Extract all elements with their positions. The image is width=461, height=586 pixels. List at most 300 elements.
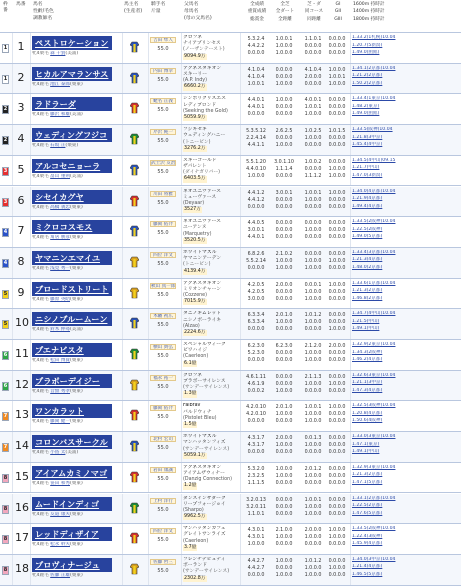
trainer-link[interactable]: 浅見 秀一 (50, 265, 71, 271)
best-time-1400[interactable]: 1.22.5(2阪神) (352, 226, 383, 232)
frame-badge: 1 (3, 45, 8, 51)
record-all: 5.3.2.0 (247, 466, 265, 472)
record-g1: 0.0.0.0 (328, 558, 346, 564)
header-horse-l1: 馬名 (33, 2, 43, 7)
horse-name-link[interactable]: ラドラーダ (32, 97, 112, 111)
table-row (0, 248, 461, 279)
record-g3: 0.0.0.0 (328, 358, 346, 363)
jockey-link[interactable]: 秋山 真一郎 (151, 283, 176, 289)
total-earnings: 6403.5万 (184, 176, 206, 182)
horse-name-link[interactable]: ニシノブルームーン (32, 312, 112, 326)
best-time-1800[interactable]: 1.45.4(4中京) (352, 142, 383, 148)
silk-band (133, 167, 135, 175)
divider (350, 309, 351, 339)
jockey-link[interactable]: 岩田 康誠 (150, 467, 176, 473)
jockey-silk-icon (130, 563, 139, 575)
divider (12, 309, 13, 339)
divider (148, 187, 149, 217)
record-graded: 4.6.1.9 (247, 381, 265, 387)
record-turf: 2.1.0.2 (275, 251, 293, 257)
trainer-link[interactable]: 松永 幹夫 (50, 542, 71, 548)
horse-name-link[interactable]: アイアムカミノマゴ (32, 466, 112, 480)
sire-name: マンハッタンカフェ (183, 526, 226, 532)
jockey-link[interactable]: 北村 宏司 (150, 436, 176, 442)
record-turf: 6.2.3.0 (275, 344, 293, 349)
total-earnings: 1.3億 (184, 391, 197, 397)
divider (30, 555, 31, 585)
best-time-1400[interactable]: 1.21.4(4京都) (352, 564, 383, 570)
pedigree (183, 281, 235, 306)
horse-meta (32, 82, 118, 88)
best-time-1400[interactable]: 1.21.3(4京都) (352, 257, 383, 263)
divider (240, 156, 241, 186)
record-graded: 5.2.3.0 (247, 351, 265, 356)
dam-sire-name: (Alzao) (183, 323, 200, 329)
best-time-1800[interactable]: 1.50.2(2京都) (352, 80, 383, 86)
dam-sire-name: (Caerleon) (183, 538, 209, 544)
divider (122, 494, 123, 524)
record-g3: 0.0.0.0 (328, 511, 346, 517)
best-time-1600[interactable]: 1.33.4(1東京)10.04 (352, 96, 396, 102)
divider (350, 524, 351, 554)
record-dirt: 0.0.0.0 (275, 136, 293, 142)
record-course: 1.0.0.0 (304, 412, 322, 418)
jockey-link[interactable]: 武士沢 友治 (151, 160, 176, 166)
horse-name-link[interactable]: ムードインディゴ (32, 497, 112, 511)
record-distance: 0.0.0.0 (275, 542, 293, 548)
record-turf: 1.0.0.0 (275, 558, 293, 564)
record-g3: 0.0.0.0 (328, 51, 346, 56)
record-course: 2.0.0.0 (304, 74, 322, 80)
horse-name-link[interactable]: ウェディングフジコ (32, 128, 112, 142)
divider (148, 156, 149, 186)
jockey-link[interactable]: 藤岡 佑介 (150, 405, 176, 411)
horse-number: 15 (15, 469, 29, 483)
best-time-1800[interactable]: 1.47.6(5京都) (352, 510, 383, 516)
pedigree (183, 189, 235, 214)
jockey-link[interactable]: 佐藤 哲三 (150, 559, 176, 565)
header-jockey-l1: 騎手名 (151, 2, 166, 7)
divider (30, 463, 31, 493)
best-time-1600[interactable]: 1.32.9(2東京)10.04 (352, 342, 396, 347)
trainer-link[interactable]: 池江 泰郎 (50, 81, 71, 87)
divider (12, 64, 13, 94)
best-time-1600[interactable]: 1.33.6(1京都)10.04 (352, 280, 396, 286)
total-earnings-wrap (183, 391, 235, 397)
best-time-1800[interactable]: 1.49.0(函館) (352, 111, 380, 117)
dam-sire-name: (ダイナガリバー) (183, 170, 220, 176)
trainer-location: (栗東) (70, 265, 83, 271)
record-g1: 0.0.0.0 (328, 374, 346, 380)
divider (240, 279, 241, 309)
pedigree (183, 66, 235, 91)
best-time-1800[interactable]: 1.47.0(3新潟) (352, 172, 383, 178)
carried-weight: 55.0 (157, 260, 169, 267)
total-earnings-wrap (183, 176, 235, 182)
header-rec-b-0: 全芝 (280, 2, 290, 7)
jockey-link[interactable]: 内田 博幸 (150, 68, 176, 74)
frame-badge: 1 (3, 75, 8, 82)
record-g2: 0.0.0.0 (328, 443, 346, 449)
record-g3: 0.0.0.0 (328, 450, 346, 456)
record-turf: 2.0.1.0 (275, 313, 293, 319)
frame-badge: 6 (3, 382, 8, 389)
carried-weight: 55.0 (157, 506, 169, 513)
record-prize: 4.4.0.1 (247, 235, 265, 241)
trainer-link[interactable]: 音無 秀孝 (50, 388, 71, 394)
sex-age-color: 牝4鹿毛 (32, 419, 51, 425)
sire-name: フレンチデピュティ (183, 556, 226, 562)
record-g3: 0.0.0.0 (328, 112, 346, 118)
best-time-1600[interactable]: 1.33.0(3東京)10.04 (352, 434, 396, 440)
best-time-1800[interactable]: 1.50.6(4阪神) (352, 418, 383, 424)
trainer-link[interactable]: 松田 博資 (50, 358, 71, 363)
divider (240, 524, 241, 554)
record-prize: 0.0.0.0 (247, 572, 265, 578)
best-time-1600[interactable]: 1.33.4(3京都)10.04 (352, 249, 396, 255)
divider (122, 279, 123, 309)
record-g1: 1.0.0.0 (328, 282, 346, 288)
trainer-link[interactable]: 角居 勝彦 (50, 235, 71, 241)
trainer-link[interactable]: 佐藤 正雄 (50, 572, 71, 578)
record-all: 3.2.0.13 (246, 497, 266, 503)
record-surface: 1.0.0.1 (304, 497, 322, 503)
horse-name-link[interactable]: プエナビスタ (32, 343, 112, 357)
horse-number: 14 (15, 439, 29, 453)
jockey-silk-icon (130, 532, 139, 544)
jockey-link[interactable]: 吉田 隼人 (150, 37, 176, 43)
divider (350, 156, 351, 186)
jockey-link[interactable]: 横山 典弘 (150, 344, 176, 350)
trainer-link[interactable]: 高橋 義忠 (50, 204, 71, 210)
best-time-1800[interactable]: 1.49.0(函館) (352, 50, 380, 55)
total-earnings: 1.2億 (184, 483, 197, 489)
jockey-silk-icon (130, 225, 139, 237)
divider (12, 217, 13, 247)
header-owner-l1: 馬主名 (124, 2, 139, 7)
record-graded: 4.2.0.5 (247, 289, 265, 295)
record-all: 4.6.1.11 (246, 374, 266, 380)
jockey-link[interactable]: 藤岡 佑介 (150, 221, 176, 227)
total-earnings-wrap (183, 453, 235, 459)
record-g2: 0.0.0.0 (328, 105, 346, 111)
pedigree (183, 373, 235, 398)
record-distance: 0.0.0.0 (275, 450, 293, 456)
dam-name: ビワハイジ (183, 348, 207, 354)
best-time-1600[interactable]: 1.32.9(3東京)10.04 (352, 464, 396, 470)
horse-name-link[interactable]: ブロードストリート (32, 282, 112, 296)
trainer-link[interactable]: 石坂 正 (50, 143, 66, 149)
trainer-link[interactable]: 鈴木 伸尋 (50, 327, 71, 333)
horse-name-link[interactable]: シセイカグヤ (32, 190, 112, 204)
horse-name-link[interactable]: レッドディザイア (32, 527, 112, 541)
total-earnings-wrap (183, 422, 235, 428)
record-distance: 1.0.0.0 (275, 388, 293, 394)
trainer-location: (美浦) (65, 450, 79, 456)
sire-name: ダンスインザダーク (183, 495, 226, 501)
sire-name: ホワイトマズル (183, 249, 217, 255)
record-distance: 1.0.0.0 (275, 143, 293, 149)
header-ped-l1: 父馬名 (184, 2, 199, 7)
record-turf: 2.0.0.0 (275, 282, 293, 288)
horse-number: 16 (15, 500, 29, 514)
record-graded: 2.2.4.14 (246, 136, 266, 142)
trainer-link[interactable]: 畠山 重則 (50, 173, 71, 179)
header-times (352, 0, 458, 33)
record-dirt: 1.0.0.0 (275, 443, 293, 449)
total-earnings: 9094.9万 (184, 53, 206, 59)
total-earnings-wrap (183, 269, 235, 275)
horse-meta (32, 327, 118, 333)
best-time-1600[interactable]: 1.34.1(2京都)10.04 (352, 65, 396, 71)
sex-age-color: 牝4鹿毛 (32, 296, 51, 302)
jockey-link[interactable]: 木幡 初広 (150, 313, 176, 319)
header-rec-c-0: 芝・ダ (307, 2, 321, 7)
divider (350, 33, 351, 63)
record-prize: 0.0.0.2 (247, 388, 265, 394)
best-time-1800[interactable]: 1.45.9(4京都) (352, 541, 383, 547)
dam-sire-name: (Marquetry) (183, 231, 212, 237)
total-earnings: 5059.9万 (184, 115, 206, 120)
best-time-1400[interactable]: 1.21.3(2京都) (352, 472, 383, 478)
divider (350, 463, 351, 493)
record-same-distance: 1.0.0.0 (304, 419, 322, 425)
trainer-link[interactable]: 小島 太 (50, 450, 66, 456)
best-time-1800[interactable]: 1.49.1(中山) (352, 326, 380, 332)
dam-name: アイアムザウィナー (183, 471, 225, 476)
horse-name-link[interactable]: ペストロケーション (32, 36, 112, 50)
divider (148, 401, 149, 431)
best-time-1800[interactable]: 1.49.0(5京都) (352, 234, 383, 240)
sex-age-color: 牝4栗毛 (32, 51, 51, 56)
trainer-link[interactable]: 友道 康夫 (50, 511, 71, 517)
sex-age-color: 牝4鹿毛 (32, 572, 51, 578)
header-rec-c (300, 0, 328, 33)
record-prize: 0.0.0.0 (247, 450, 265, 456)
best-time-1400[interactable]: 1.47.1(東京) (352, 441, 380, 447)
divider (12, 401, 13, 431)
record-distance: 0.0.0.0 (275, 204, 293, 210)
sex-age-color: 牝4鹿毛 (32, 327, 51, 333)
trainer-link[interactable]: 藤原 英昭 (50, 296, 71, 302)
jockey-link[interactable]: 四位 洋文 (150, 528, 176, 534)
trainer-link[interactable]: 笹田 和秀 (50, 480, 71, 486)
best-time-1800[interactable]: 1.46.8(2京都) (352, 295, 383, 301)
divider (122, 187, 123, 217)
record-dirt: 0.0.0.0 (275, 197, 293, 203)
sire-name: ホワイトマズル (183, 434, 217, 440)
jockey-link[interactable]: 芹沢 純一 (150, 129, 176, 135)
jockey-link[interactable]: 四位 洋文 (150, 252, 176, 258)
record-course: 1.0.0.0 (304, 289, 322, 295)
record-g3: 0.0.0.0 (328, 143, 346, 149)
table-row (0, 33, 461, 64)
record-distance: 0.0.0.0 (275, 511, 293, 517)
record-dirt: 1.0.0.0 (275, 473, 293, 479)
best-time-1400[interactable]: 1.21.9(4京都) (352, 196, 383, 201)
record-all: 4.3.1.7 (247, 436, 265, 442)
trainer-location: (美浦) (65, 51, 79, 56)
best-time-1400[interactable]: 1.21.1(3中京) (352, 380, 383, 386)
record-prize: 1.0.0.1 (247, 81, 265, 87)
record-all: 4.4.2.7 (247, 558, 265, 564)
sire-name: アグネスタキオン (183, 65, 222, 71)
frame-badge: 4 (3, 259, 8, 266)
total-earnings: 2224.6万 (184, 329, 206, 335)
dam-sire-name: (Cozzene) (183, 293, 208, 298)
silk-band (133, 505, 135, 513)
record-turf: 1.0.0.1 (275, 37, 293, 42)
record-course: 1.0.0.0 (304, 443, 322, 449)
horse-name-link[interactable]: プロヴィナージュ (32, 558, 112, 572)
horse-name-link[interactable]: ワンカラット (32, 404, 112, 418)
record-dirt: 0.0.0.0 (275, 504, 293, 510)
best-time-1400[interactable]: 1.21.7(中山) (352, 165, 380, 171)
best-time-1400[interactable]: 1.34.3(2阪神) (352, 349, 383, 355)
silk-band (133, 290, 135, 298)
best-time-1400[interactable]: 1.48.2(東京) (352, 103, 380, 109)
divider (240, 494, 241, 524)
horse-meta (32, 205, 118, 211)
divider (240, 555, 241, 585)
total-earnings: 5059.1万 (184, 452, 206, 458)
record-same-distance: 0.0.0.0 (304, 143, 322, 149)
record-all: 6.8.2.6 (247, 251, 265, 257)
best-time-1600[interactable]: 1.33.1(2京都)10.04 (352, 495, 396, 501)
best-time-1600[interactable]: 1.34.7(4中山)10.04 (352, 311, 396, 317)
record-g2: 0.0.0.0 (328, 136, 346, 142)
best-time-1400[interactable]: 1.20.7(5新潟) (352, 42, 383, 48)
header-time-1-suffix: 持時計 (370, 9, 385, 15)
jockey-link[interactable]: 蛯名 正義 (150, 98, 176, 104)
pedigree (183, 342, 235, 367)
header-owner (123, 0, 147, 33)
best-time-1800[interactable]: 1.46.5(5京都) (352, 571, 383, 577)
best-time-1600[interactable]: 1.33.5(阪神)10.04 (352, 127, 393, 133)
horse-name-link[interactable]: ミクロコスモス (32, 220, 112, 234)
silk-band (133, 412, 135, 420)
carried-weight: 55.0 (157, 475, 169, 482)
horse-name-link[interactable]: ヒカルアマランサス (32, 67, 112, 81)
record-g1: 1.0.0.0 (328, 67, 346, 73)
trainer-link[interactable]: 藤岡 健一 (50, 419, 71, 425)
horse-name-link[interactable]: プラボーデイジー (32, 374, 112, 388)
silk-band (133, 259, 135, 267)
total-earnings-wrap (183, 207, 235, 213)
divider (181, 401, 182, 431)
best-time-1600[interactable]: 1.33.2(1札幌)10.04 (352, 35, 396, 40)
record-course: 1.0.0.0 (304, 258, 322, 264)
record-prize: 0.0.0.0 (247, 265, 265, 271)
divider (12, 555, 13, 585)
best-time-1400[interactable]: 1.21.5(中山) (352, 318, 380, 324)
best-time-1400[interactable]: 1.21.8(3中京) (352, 134, 383, 140)
best-time-1400[interactable]: 1.21.2(2京都) (352, 73, 383, 79)
dam-name: ザパレント (183, 164, 207, 169)
best-time-1600[interactable]: 1.34.0(4京都)10.04 (352, 188, 396, 194)
divider (240, 248, 241, 278)
record-surface: 0.0.0.0 (304, 221, 322, 227)
record-dirt: 0.0.0.0 (275, 381, 293, 387)
best-time-1600[interactable]: 1.34.5(4中山)09.15 (352, 157, 396, 163)
best-time-1600[interactable]: 1.34.0(3中京)10.04 (352, 556, 396, 562)
best-time-1400[interactable]: 1.21.3(2京都) (352, 288, 383, 294)
record-g1: 1.0.1.5 (328, 129, 346, 135)
record-all: 5.3.5.12 (246, 129, 266, 135)
best-time-1800[interactable]: 1.47.3(4京都) (352, 387, 383, 393)
horse-name-link[interactable]: ヤマニンエマイユ (32, 251, 112, 265)
header-rec-d-1: GII (334, 9, 342, 15)
trainer-link[interactable]: 藤沢 和雄 (50, 112, 71, 118)
divider (30, 94, 31, 124)
divider (240, 217, 241, 247)
divider (148, 371, 149, 401)
record-course: 1.0.0.0 (304, 473, 322, 479)
sire-name: Falbrav (183, 403, 201, 409)
frame-badge: 7 (3, 413, 8, 420)
trainer-link[interactable]: 森 千賀 (50, 51, 66, 56)
best-time-1600[interactable]: 1.32.6(3東京)10.04 (352, 372, 396, 378)
divider (30, 125, 31, 155)
best-time-1800[interactable]: 1.47.1(5京都) (352, 479, 383, 485)
horse-number: 13 (15, 408, 29, 422)
horse-name-link[interactable]: アルコセニョーラ (32, 159, 112, 173)
record-graded: 4.2.0.10 (246, 412, 266, 418)
best-time-1800[interactable]: 1.49.4(4京都) (352, 203, 383, 209)
divider (181, 340, 182, 370)
divider (148, 555, 149, 585)
best-time-1800[interactable]: 1.46.2(4京都) (352, 357, 383, 362)
header-time-0-suffix: 持時計 (370, 2, 385, 7)
best-time-1800[interactable]: 1.48.0(2京都) (352, 264, 383, 270)
best-time-1600[interactable]: 1.33.5(2阪神)10.04 (352, 526, 396, 532)
header-time-0-dist: 1600m (353, 2, 370, 7)
trainer-location: (栗東) (65, 143, 79, 149)
record-dirt: 1.0.0.0 (275, 320, 293, 326)
trainer-location: (栗東) (70, 480, 83, 486)
sire-name: スキーゴールド (183, 157, 217, 163)
best-time-1400[interactable]: 1.22.4(3阪神) (352, 533, 383, 539)
record-all: 4.4.0.5 (247, 221, 265, 227)
record-prize: 1.0.0.0 (247, 173, 265, 179)
best-time-1400[interactable]: 1.22.5(2京都) (352, 503, 383, 508)
jockey-silk-icon (130, 440, 139, 452)
best-time-1600[interactable]: 1.33.5(2阪神)10.04 (352, 219, 396, 225)
silk-band (133, 535, 135, 543)
header-horse-l3: 調教師名 (33, 16, 53, 21)
divider (122, 33, 123, 63)
best-time-1600[interactable]: 1.32.5(3阪神)10.04 (352, 403, 396, 409)
record-same-distance: 1.0.0.0 (304, 572, 322, 578)
jockey-link[interactable]: 上村 洋行 (150, 498, 176, 504)
divider (181, 371, 182, 401)
jockey-silk-icon (130, 102, 139, 114)
trainer-location: (栗東) (70, 419, 83, 425)
record-g2: 0.0.0.0 (328, 412, 346, 418)
record-same-distance: 0.0.0.0 (304, 542, 322, 548)
divider (350, 494, 351, 524)
horse-name-link[interactable]: コロンバスサークル (32, 435, 112, 449)
best-time-1800[interactable]: 1.49.1(中山) (352, 449, 380, 455)
divider (148, 33, 149, 63)
record-dirt: 0.0.0.0 (275, 351, 293, 356)
jockey-link[interactable]: 福永 祐一 (150, 375, 176, 381)
table-header (0, 0, 461, 33)
best-time-1400[interactable]: 1.20.8(4京都) (352, 410, 383, 416)
silk-band (133, 228, 135, 236)
dam-sire-name: (A.P. Indy) (183, 78, 207, 84)
jockey-link[interactable]: 川田 将雅 (150, 191, 176, 197)
